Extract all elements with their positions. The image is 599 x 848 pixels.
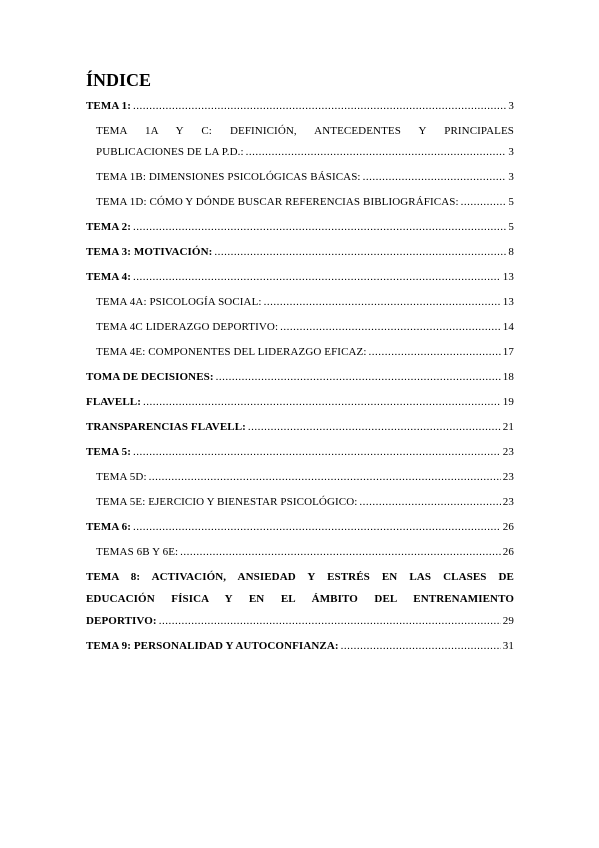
- toc-page-number: 13: [502, 271, 514, 283]
- toc-entry[interactable]: [86, 571, 514, 628]
- toc-entry-text: TEMA 4A: PSICOLOGÍA SOCIAL:: [96, 296, 262, 308]
- toc-entry-text: TEMA 5E: EJERCICIO Y BIENESTAR PSICOLÓGICO:: [96, 496, 358, 508]
- toc-entry[interactable]: [86, 371, 514, 384]
- toc-leader-dots: [369, 346, 501, 359]
- toc-entry-text: TEMA 2:: [86, 221, 132, 233]
- toc-leader-dots: [133, 446, 501, 459]
- toc-leader-dots: [341, 640, 501, 653]
- toc-entry[interactable]: [86, 296, 514, 309]
- toc-entry[interactable]: [86, 196, 514, 209]
- toc-leader-dots: [280, 321, 501, 334]
- toc-entry-text-line: TEMA 1A Y C: DEFINICIÓN, ANTECEDENTES Y PRINCIPALES: [96, 125, 514, 137]
- index-title: ÍNDICE: [86, 70, 152, 90]
- toc-page-number: 3: [508, 171, 514, 183]
- toc-page-number: 21: [502, 421, 514, 433]
- toc-entry-text: TEMA 1:: [86, 100, 132, 112]
- toc-entry[interactable]: [86, 546, 514, 559]
- toc-leader-dots: [461, 196, 507, 209]
- toc-entry-text: DEPORTIVO:: [86, 615, 157, 627]
- toc-page-number: 31: [502, 640, 514, 652]
- toc-page-number: 5: [508, 196, 514, 208]
- toc-entry-text-line: TEMA 8: ACTIVACIÓN, ANSIEDAD Y ESTRÉS EN LAS CLASES DE: [86, 571, 514, 583]
- toc-leader-dots: [133, 100, 506, 113]
- toc-entry[interactable]: [86, 346, 514, 359]
- toc-entry-text: TEMA 3: MOTIVACIÓN:: [86, 246, 213, 258]
- toc-entry-text: TEMA 1D: CÓMO Y DÓNDE BUSCAR REFERENCIAS BIBLIOGRÁFICAS:: [96, 196, 459, 208]
- toc-entry-text: TEMA 6:: [86, 521, 132, 533]
- toc-page-number: 23: [502, 496, 514, 508]
- toc-entry[interactable]: [86, 396, 514, 409]
- toc-leader-dots: [180, 546, 501, 559]
- toc-entry-text: PUBLICACIONES DE LA P.D.:: [96, 146, 244, 158]
- toc-page-number: 8: [508, 246, 514, 258]
- toc-page-number: 3: [508, 100, 514, 112]
- table-of-contents: [86, 100, 514, 665]
- toc-leader-dots: [246, 146, 507, 159]
- toc-page-number: 13: [502, 296, 514, 308]
- toc-entry-text-line: EDUCACIÓN FÍSICA Y EN EL ÁMBITO DEL ENTRENAMIENTO: [86, 593, 514, 605]
- toc-page-number: 5: [508, 221, 514, 233]
- toc-entry[interactable]: [86, 471, 514, 484]
- toc-leader-dots: [214, 246, 506, 259]
- toc-leader-dots: [159, 615, 501, 628]
- toc-page-number: 18: [502, 371, 514, 383]
- toc-leader-dots: [149, 471, 501, 484]
- toc-entry[interactable]: [86, 271, 514, 284]
- toc-entry[interactable]: [86, 221, 514, 234]
- toc-entry-text: TEMA 5D:: [96, 471, 147, 483]
- toc-entry-text: TRANSPARENCIAS FLAVELL:: [86, 421, 246, 433]
- toc-entry[interactable]: [86, 321, 514, 334]
- toc-entry-text: TEMA 1B: DIMENSIONES PSICOLÓGICAS BÁSICAS:: [96, 171, 361, 183]
- toc-entry-text: TEMAS 6B Y 6E:: [96, 546, 179, 558]
- toc-entry-text: TEMA 4C LIDERAZGO DEPORTIVO:: [96, 321, 279, 333]
- toc-entry-text: TEMA 9: PERSONALIDAD Y AUTOCONFIANZA:: [86, 640, 339, 652]
- toc-page-number: 14: [502, 321, 514, 333]
- toc-leader-dots: [264, 296, 501, 309]
- toc-page-number: 3: [508, 146, 514, 158]
- toc-entry[interactable]: [86, 246, 514, 259]
- toc-entry[interactable]: [86, 446, 514, 459]
- toc-leader-dots: [133, 271, 501, 284]
- toc-entry[interactable]: [86, 496, 514, 509]
- toc-entry[interactable]: [86, 100, 514, 113]
- toc-entry-text: TOMA DE DECISIONES:: [86, 371, 214, 383]
- toc-entry[interactable]: [86, 521, 514, 534]
- toc-leader-dots: [363, 171, 507, 184]
- toc-leader-dots: [143, 396, 501, 409]
- toc-entry-text: TEMA 5:: [86, 446, 132, 458]
- toc-entry-text: FLAVELL:: [86, 396, 141, 408]
- toc-entry[interactable]: [86, 640, 514, 653]
- toc-page-number: 19: [502, 396, 514, 408]
- toc-leader-dots: [359, 496, 500, 509]
- toc-leader-dots: [248, 421, 501, 434]
- toc-page-number: 23: [502, 446, 514, 458]
- toc-page-number: 26: [502, 546, 514, 558]
- toc-page-number: 17: [502, 346, 514, 358]
- toc-leader-dots: [133, 521, 501, 534]
- toc-entry[interactable]: [86, 421, 514, 434]
- toc-leader-dots: [133, 221, 506, 234]
- toc-entry-text: TEMA 4E: COMPONENTES DEL LIDERAZGO EFICAZ:: [96, 346, 367, 358]
- toc-entry[interactable]: [86, 171, 514, 184]
- toc-entry-text: TEMA 4:: [86, 271, 132, 283]
- toc-page-number: 26: [502, 521, 514, 533]
- toc-entry[interactable]: [86, 125, 514, 159]
- toc-page-number: 29: [502, 615, 514, 627]
- toc-leader-dots: [216, 371, 501, 384]
- toc-page-number: 23: [502, 471, 514, 483]
